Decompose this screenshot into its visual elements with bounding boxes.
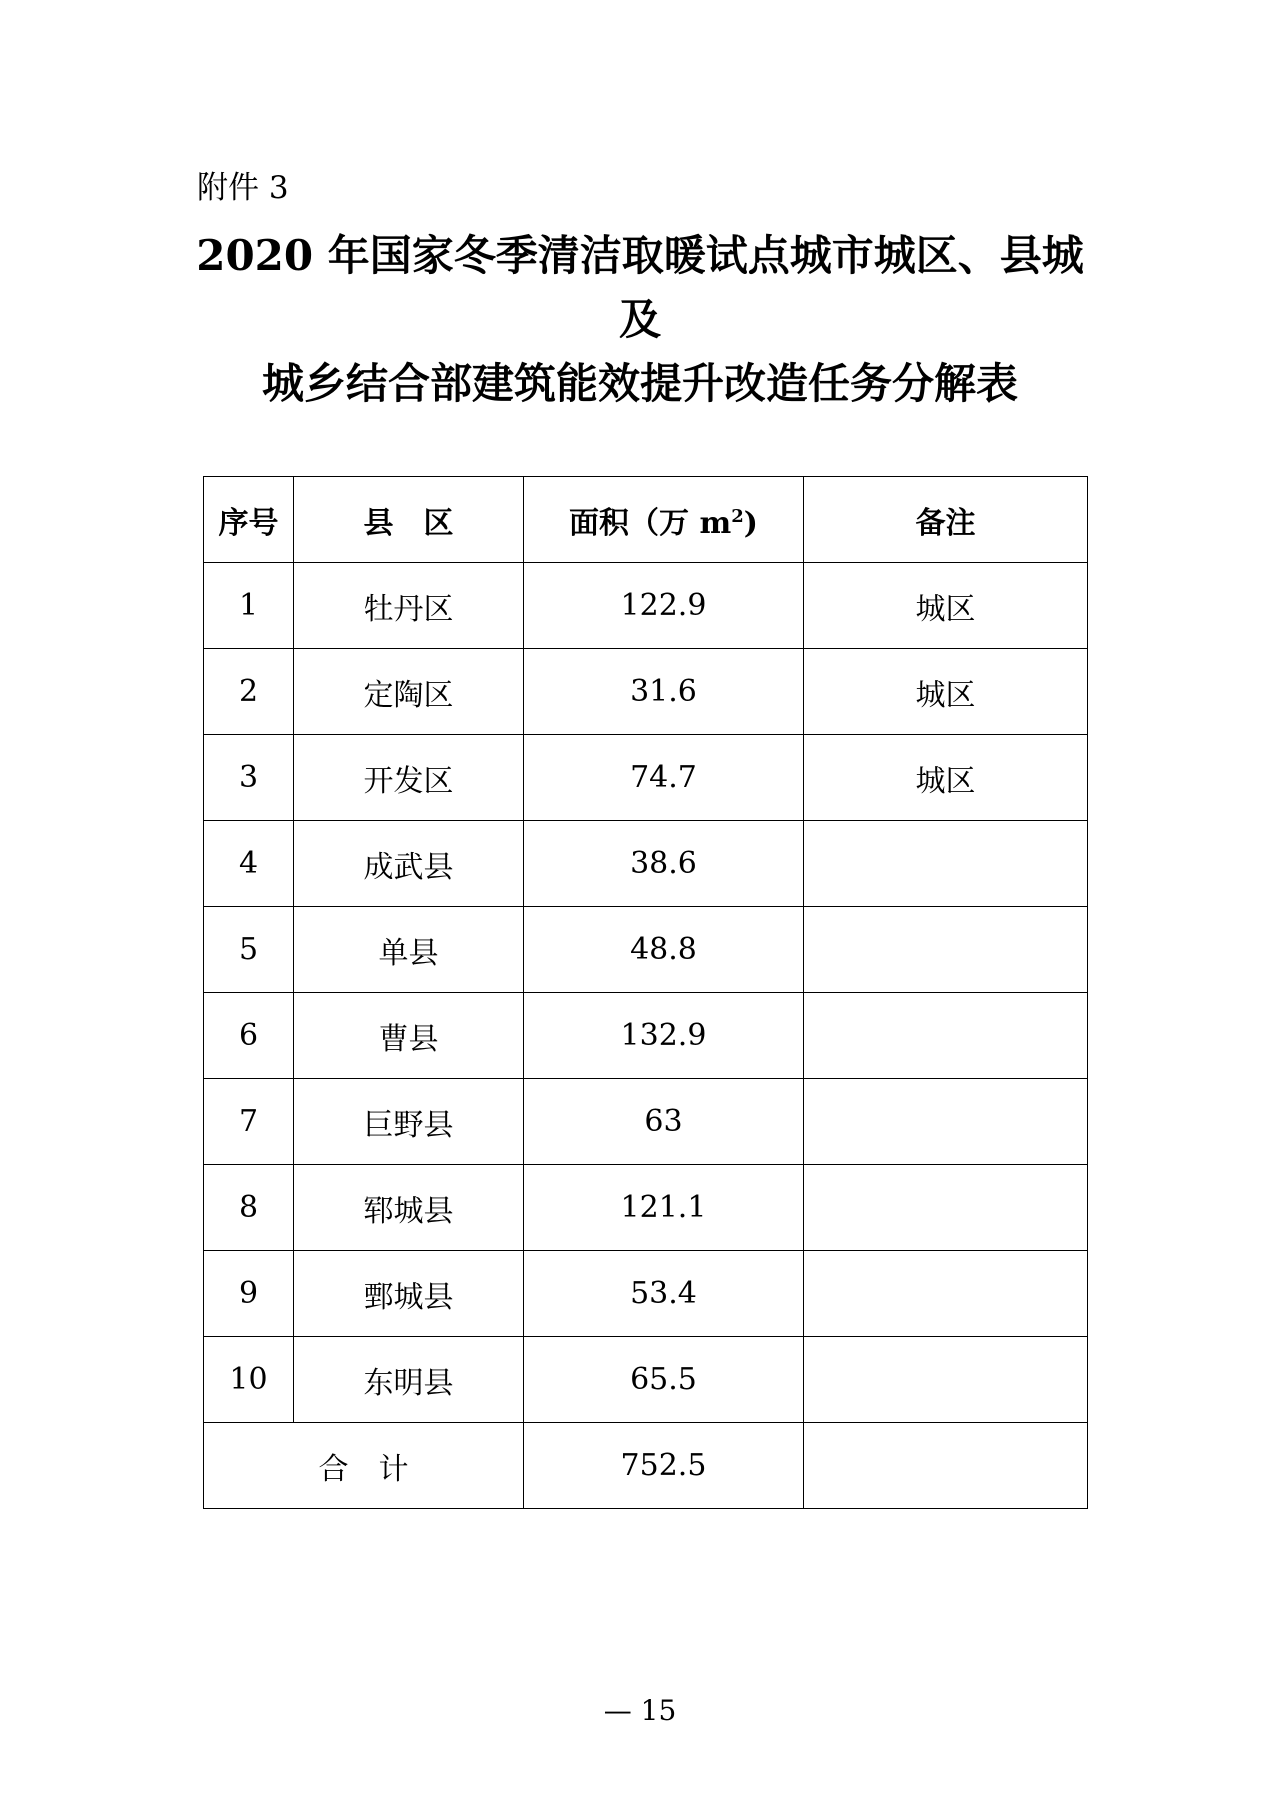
cell-index: 5 [204, 907, 294, 993]
table-row [204, 1165, 1088, 1251]
header-district: 县 区 [294, 477, 524, 563]
cell-note [804, 1337, 1088, 1423]
page-number: — 15 [603, 1694, 677, 1727]
cell-area: 122.9 [524, 563, 804, 649]
cell-note: 城区 [804, 649, 1088, 735]
cell-area: 38.6 [524, 821, 804, 907]
cell-note [804, 907, 1088, 993]
cell-area: 31.6 [524, 649, 804, 735]
total-area: 752.5 [524, 1423, 804, 1509]
cell-district: 成武县 [294, 821, 524, 907]
cell-area: 48.8 [524, 907, 804, 993]
cell-index: 1 [204, 563, 294, 649]
cell-index: 7 [204, 1079, 294, 1165]
cell-district: 郓城县 [294, 1165, 524, 1251]
cell-district: 牡丹区 [294, 563, 524, 649]
cell-index: 4 [204, 821, 294, 907]
header-area-prefix: 面积（万 m [569, 505, 732, 541]
cell-index: 6 [204, 993, 294, 1079]
cell-district: 单县 [294, 907, 524, 993]
cell-note [804, 1079, 1088, 1165]
cell-district: 曹县 [294, 993, 524, 1079]
table-row [204, 649, 1088, 735]
table-header-row [204, 477, 1088, 563]
cell-area: 53.4 [524, 1251, 804, 1337]
header-area-suffix: ) [743, 505, 758, 541]
header-note: 备注 [804, 477, 1088, 563]
cell-district: 开发区 [294, 735, 524, 821]
document-title [150, 224, 1130, 416]
title-line-2: 及 [618, 295, 661, 344]
cell-area: 65.5 [524, 1337, 804, 1423]
attachment-label: 附件 3 [197, 170, 289, 206]
cell-district: 定陶区 [294, 649, 524, 735]
table-row [204, 907, 1088, 993]
total-note [804, 1423, 1088, 1509]
header-index: 序号 [204, 477, 294, 563]
cell-note: 城区 [804, 563, 1088, 649]
cell-district: 巨野县 [294, 1079, 524, 1165]
cell-note [804, 821, 1088, 907]
header-area [524, 477, 804, 563]
table-row [204, 1337, 1088, 1423]
table-row [204, 1079, 1088, 1165]
cell-index: 2 [204, 649, 294, 735]
table-row [204, 735, 1088, 821]
title-line-3: 城乡结合部建筑能效提升改造任务分解表 [261, 359, 1018, 408]
table-row [204, 821, 1088, 907]
cell-note [804, 993, 1088, 1079]
total-label: 合计 [204, 1423, 524, 1509]
table-row [204, 1251, 1088, 1337]
table-row [204, 563, 1088, 649]
cell-note [804, 1165, 1088, 1251]
table-row [204, 993, 1088, 1079]
cell-district: 东明县 [294, 1337, 524, 1423]
cell-area: 74.7 [524, 735, 804, 821]
cell-area: 121.1 [524, 1165, 804, 1251]
cell-index: 10 [204, 1337, 294, 1423]
cell-district: 鄄城县 [294, 1251, 524, 1337]
cell-index: 9 [204, 1251, 294, 1337]
cell-note [804, 1251, 1088, 1337]
header-area-sup: 2 [731, 505, 744, 527]
cell-index: 8 [204, 1165, 294, 1251]
title-line-1: 2020 年国家冬季清洁取暖试点城市城区、县城 [196, 231, 1084, 280]
cell-area: 132.9 [524, 993, 804, 1079]
cell-index: 3 [204, 735, 294, 821]
total-row [204, 1423, 1088, 1509]
cell-note: 城区 [804, 735, 1088, 821]
cell-area: 63 [524, 1079, 804, 1165]
task-breakdown-table [203, 476, 1088, 1509]
